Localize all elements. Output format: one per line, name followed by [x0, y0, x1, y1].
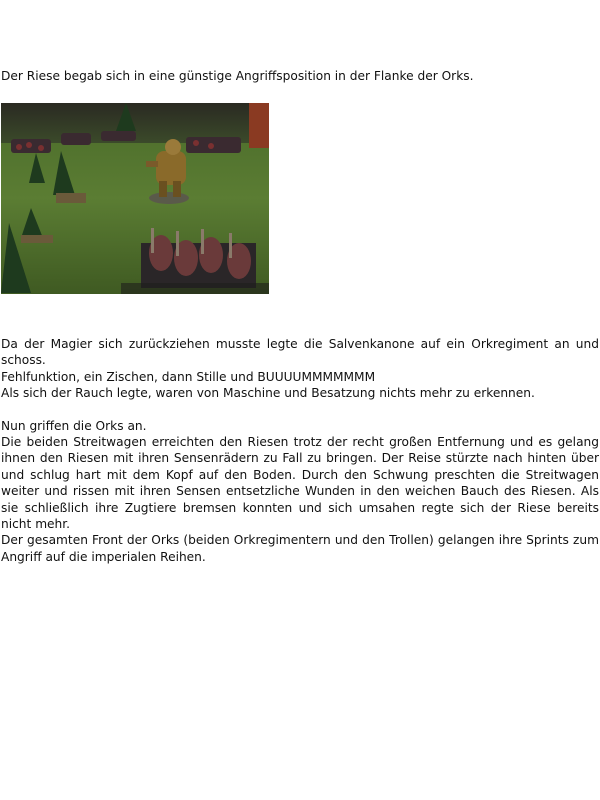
- battle-photo: [1, 103, 269, 294]
- paragraph: Die beiden Streitwagen erreichten den Riesen trotz der recht großen Entfernung und es gelang ihnen den Riesen mit ihren Sensenrädern zu Fall zu bringen. Der Reise stürzte nach hinten über und schlug hart mit dem Kopf auf den Boden. Durch den Schwung preschten die Streitwagen weiter und rissen mit ihren Sensen entsetzliche Wunden in den weichen Bauch des Riesen. Als sie schließlich ihre Zugtiere bremsen konnten und sich umsahen regte sich der Riese bereits nicht mehr.: [1, 435, 599, 532]
- paragraph: Der gesamten Front der Orks (beiden Orkregimentern und den Trollen) gelangen ihre Sprints zum Angriff auf die imperialen Reihen.: [1, 533, 599, 564]
- paragraph: Da der Magier sich zurückziehen musste legte die Salvenkanone auf ein Orkregiment an und schoss.: [1, 337, 599, 368]
- paragraph: Als sich der Rauch legte, waren von Maschine und Besatzung nichts mehr zu erkennen.: [1, 386, 535, 401]
- paragraph: Nun griffen die Orks an.: [1, 418, 147, 433]
- spacer: [1, 402, 599, 418]
- photo-caption: Der Riese begab sich in eine günstige Angriffsposition in der Flanke der Orks.: [1, 69, 474, 83]
- story-text: [1, 336, 599, 565]
- paragraph: Fehlfunktion, ein Zischen, dann Stille und BUUUUMMMMMMM: [1, 369, 376, 384]
